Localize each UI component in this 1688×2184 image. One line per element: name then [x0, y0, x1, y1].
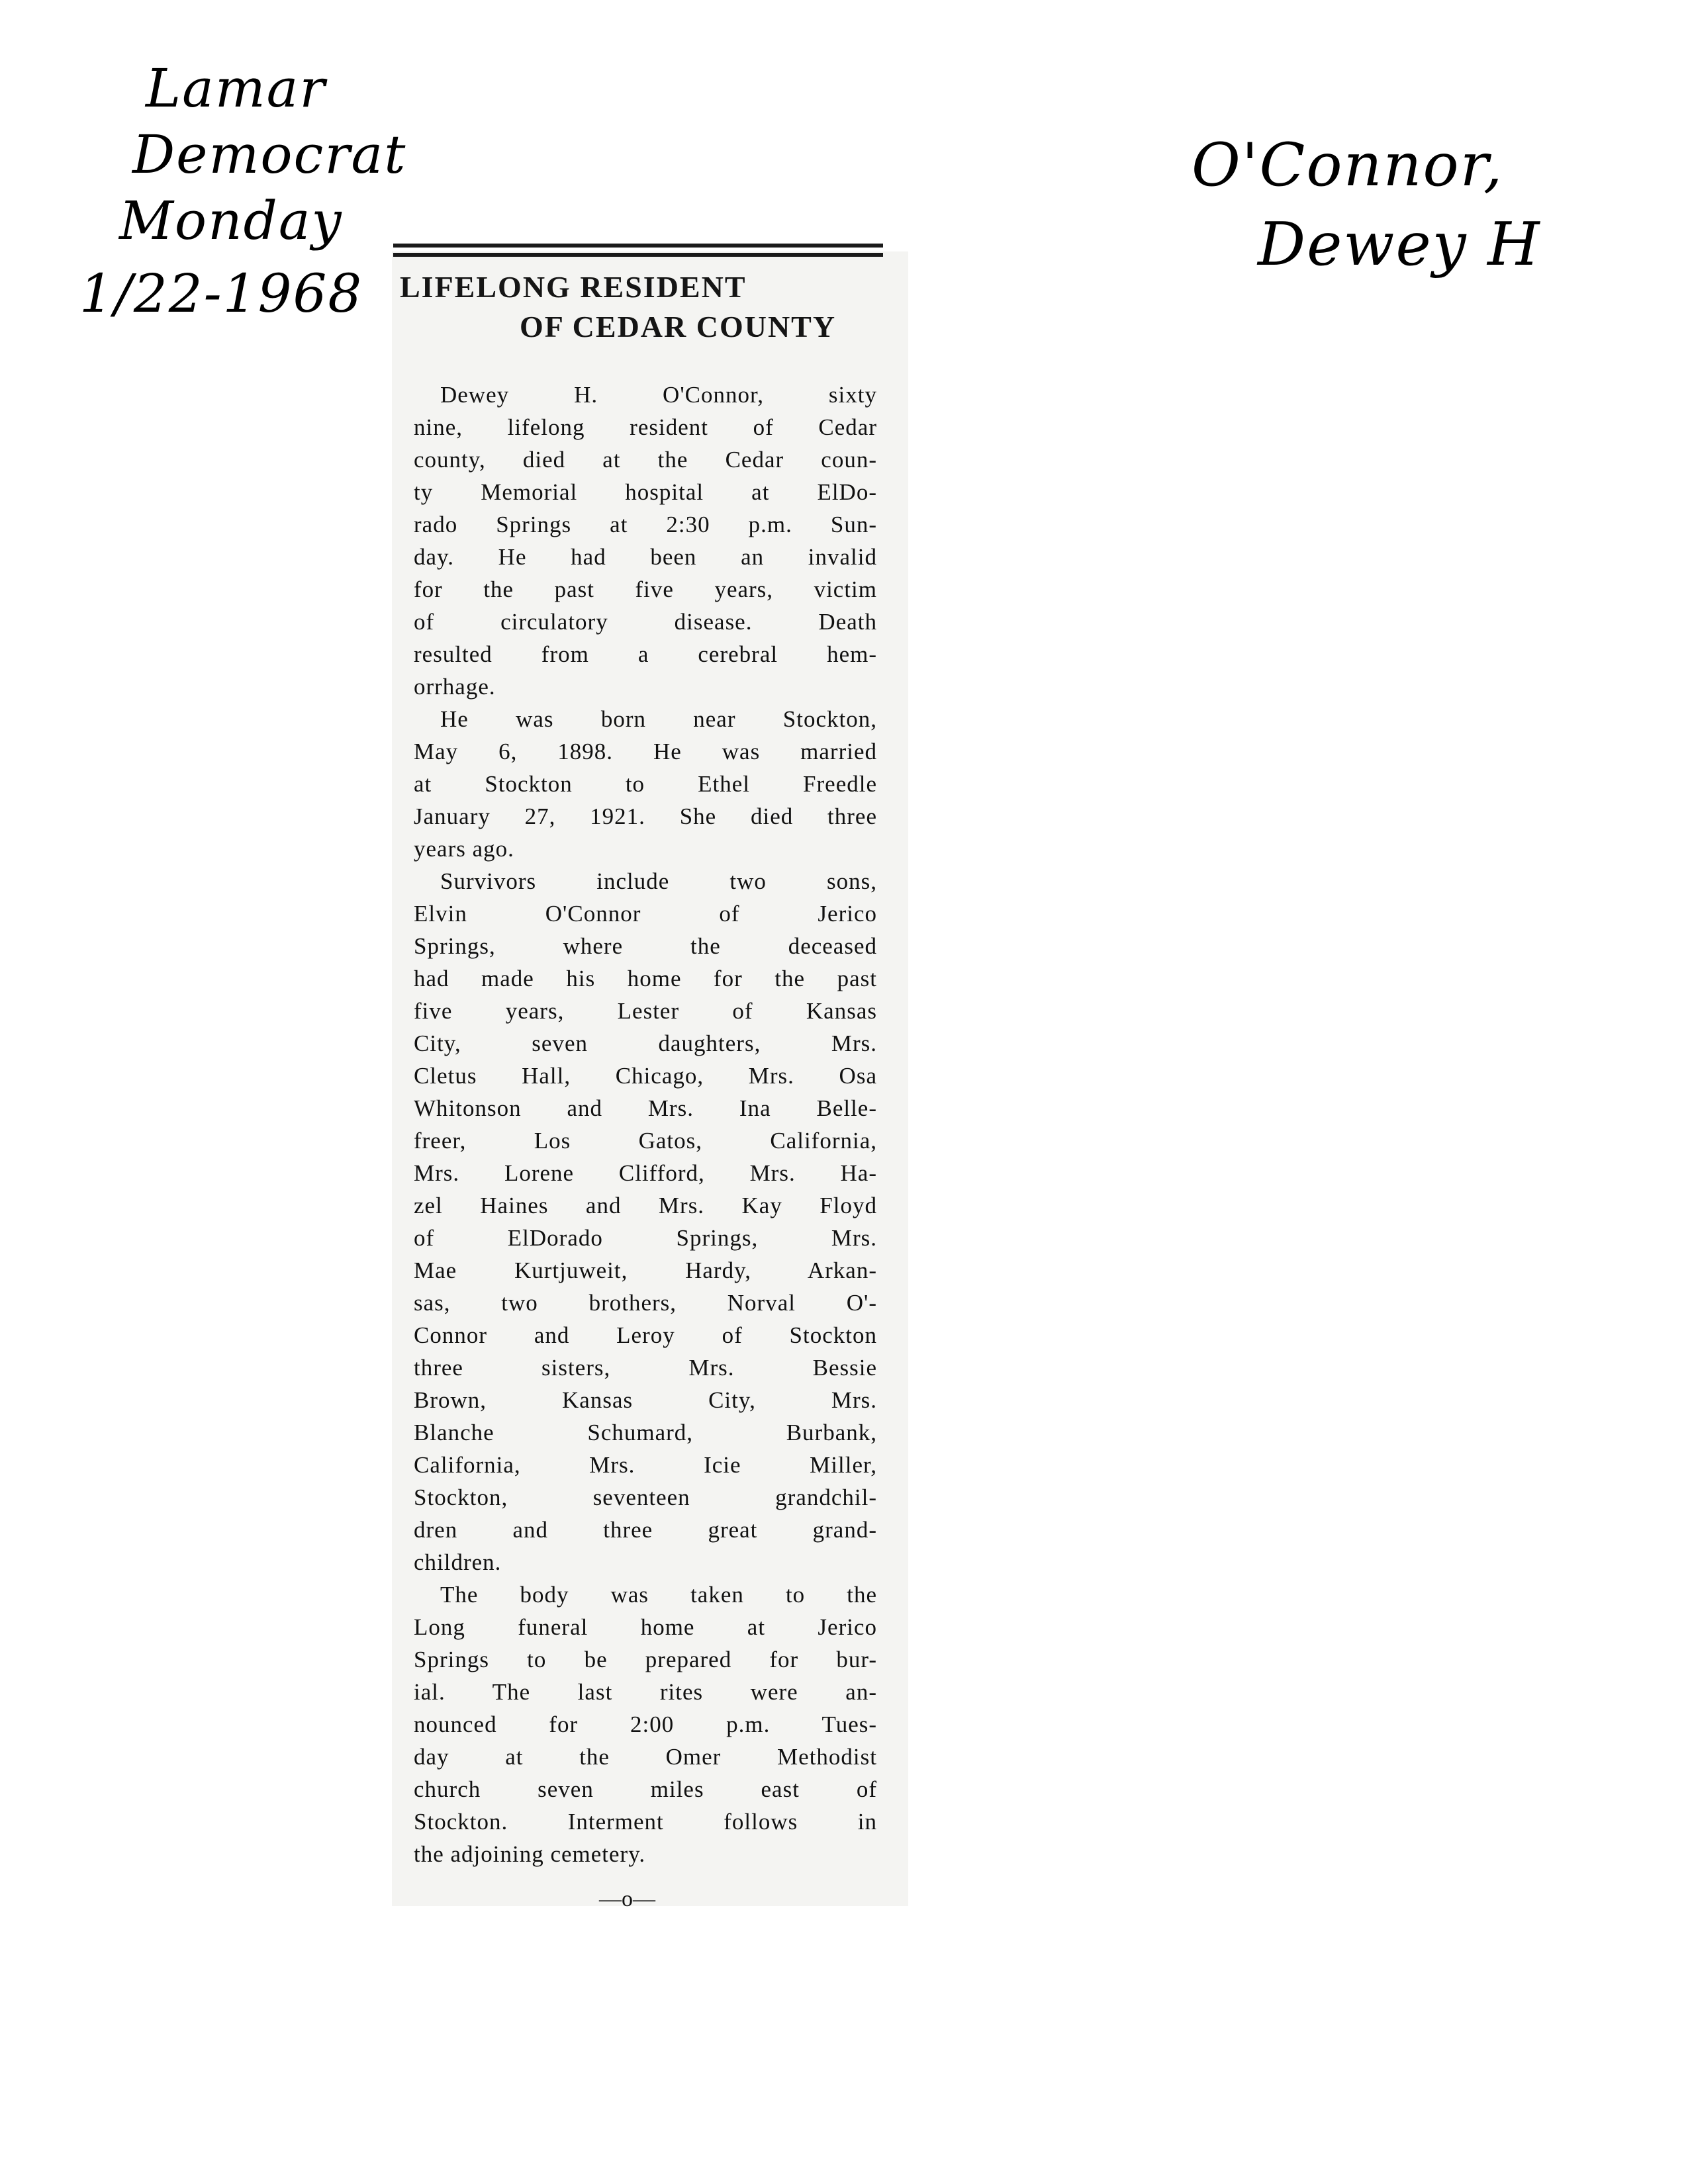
article-line: rado Springs at 2:30 p.m. Sun- [414, 512, 877, 537]
article-line: sas, two brothers, Norval O'- [414, 1290, 877, 1316]
article-line: The body was taken to the [440, 1582, 877, 1608]
headline-double-rule-bottom [393, 253, 883, 257]
handwritten-name-line-2: Dewey H [1258, 210, 1541, 279]
handwritten-source-line-3: Monday [119, 190, 343, 251]
article-line: day. He had been an invalid [414, 544, 877, 570]
article-line: Stockton. Interment follows in [414, 1809, 877, 1835]
article-line: Elvin O'Connor of Jerico [414, 901, 877, 927]
article-line: dren and three great grand- [414, 1517, 877, 1543]
article-line: of ElDorado Springs, Mrs. [414, 1225, 877, 1251]
article-body [414, 379, 877, 1870]
article-line: church seven miles east of [414, 1776, 877, 1802]
article-line: California, Mrs. Icie Miller, [414, 1452, 877, 1478]
article-line: zel Haines and Mrs. Kay Floyd [414, 1193, 877, 1218]
article-line: Survivors include two sons, [440, 868, 877, 894]
article-line: May 6, 1898. He was married [414, 739, 877, 764]
article-line: ty Memorial hospital at ElDo- [414, 479, 877, 505]
article-line: Springs, where the deceased [414, 933, 877, 959]
article-line: He was born near Stockton, [440, 706, 877, 732]
article-line: City, seven daughters, Mrs. [414, 1030, 877, 1056]
article-line: had made his home for the past [414, 966, 877, 991]
handwritten-name-line-1: O'Connor, [1192, 130, 1504, 200]
article-line: for the past five years, victim [414, 576, 877, 602]
headline-line-2: OF CEDAR COUNTY [520, 310, 837, 343]
article-line: orrhage. [414, 674, 496, 700]
article-line: Connor and Leroy of Stockton [414, 1322, 877, 1348]
article-line: Blanche Schumard, Burbank, [414, 1420, 877, 1445]
headline-line-1: LIFELONG RESIDENT [400, 270, 747, 304]
article-line: day at the Omer Methodist [414, 1744, 877, 1770]
article-line: Brown, Kansas City, Mrs. [414, 1387, 877, 1413]
end-mark: —o— [599, 1887, 655, 1911]
article-line: five years, Lester of Kansas [414, 998, 877, 1024]
article-line: Long funeral home at Jerico [414, 1614, 877, 1640]
article-line: Stockton, seventeen grandchil- [414, 1484, 877, 1510]
article-line: freer, Los Gatos, California, [414, 1128, 877, 1154]
article-line: Mae Kurtjuweit, Hardy, Arkan- [414, 1257, 877, 1283]
article-line: at Stockton to Ethel Freedle [414, 771, 877, 797]
article-line: resulted from a cerebral hem- [414, 641, 877, 667]
handwritten-source-line-1: Lamar [146, 58, 326, 119]
article-line: Springs to be prepared for bur- [414, 1647, 877, 1672]
article-line: Dewey H. O'Connor, sixty [440, 382, 877, 408]
article-line: of circulatory disease. Death [414, 609, 877, 635]
article-line: January 27, 1921. She died three [414, 803, 877, 829]
article-line: nounced for 2:00 p.m. Tues- [414, 1711, 877, 1737]
article-line: Cletus Hall, Chicago, Mrs. Osa [414, 1063, 877, 1089]
article-line: ial. The last rites were an- [414, 1679, 877, 1705]
headline-double-rule-top [393, 244, 883, 248]
article-line: children. [414, 1549, 502, 1575]
article-line: the adjoining cemetery. [414, 1841, 646, 1867]
article-line: Whitonson and Mrs. Ina Belle- [414, 1095, 877, 1121]
article-line: years ago. [414, 836, 514, 862]
article-line: county, died at the Cedar coun- [414, 447, 877, 473]
article-line: Mrs. Lorene Clifford, Mrs. Ha- [414, 1160, 877, 1186]
article-line: three sisters, Mrs. Bessie [414, 1355, 877, 1381]
handwritten-source-line-2: Democrat [132, 124, 407, 185]
handwritten-source-line-4: 1/22-1968 [79, 263, 363, 324]
article-line: nine, lifelong resident of Cedar [414, 414, 877, 440]
